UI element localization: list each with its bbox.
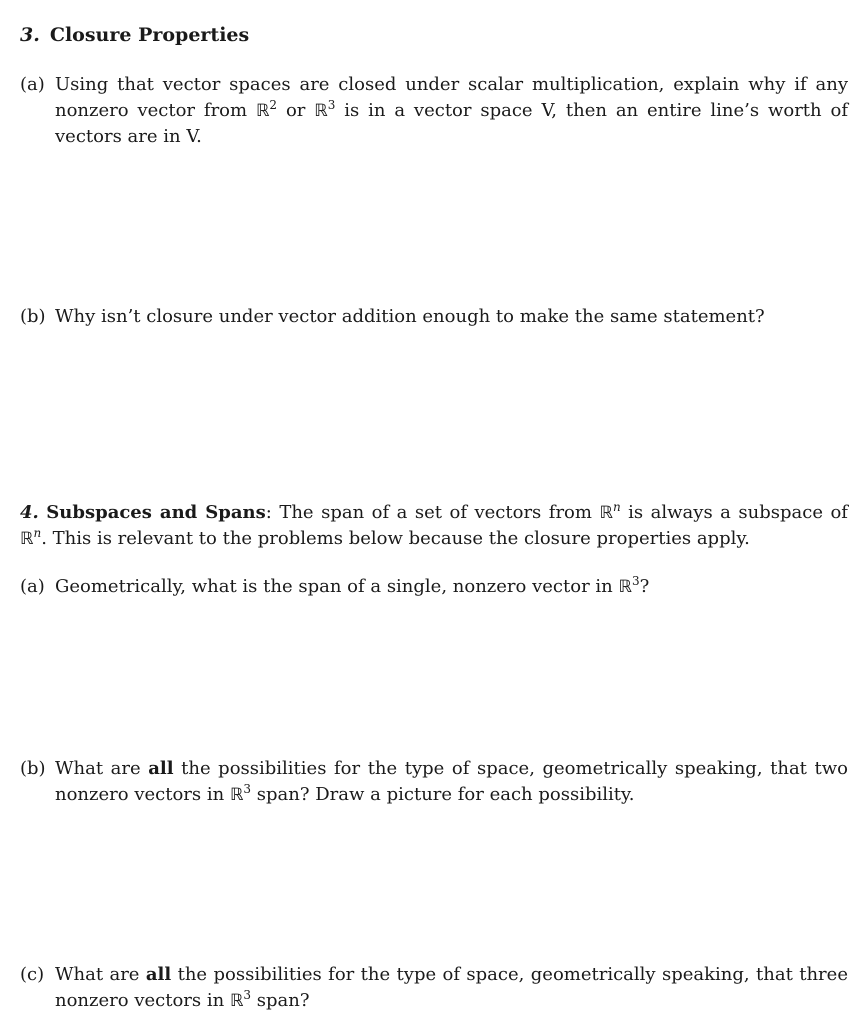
section-4-number: 4. xyxy=(20,502,39,523)
exponent: n xyxy=(33,526,42,540)
question-4b xyxy=(20,756,848,808)
real-numbers-symbol: ℝ xyxy=(599,503,613,523)
exponent: 3 xyxy=(243,782,252,796)
question-3a-label: (a) xyxy=(20,74,45,95)
question-3b-line-1: Why isn’t closure under vector addition enough to make the same statement? xyxy=(55,306,765,327)
question-4c xyxy=(20,962,848,1014)
exponent: 3 xyxy=(243,988,252,1002)
exponent: n xyxy=(612,500,621,514)
exponent: 3 xyxy=(327,98,336,112)
question-4b-label: (b) xyxy=(20,758,46,779)
question-3b xyxy=(20,304,848,330)
real-numbers-symbol: ℝ xyxy=(229,785,244,805)
real-numbers-symbol: ℝ xyxy=(618,577,632,597)
real-numbers-symbol: ℝ xyxy=(314,101,328,121)
question-4c-line-2: nonzero vectors in ℝ$^3$ span? xyxy=(55,988,310,1011)
section-3-title: Closure Properties xyxy=(49,24,250,46)
emphasis-all: all xyxy=(148,758,174,779)
question-4c-line-1: What are all the possibilities for the type of space, geometrically speaking, that three xyxy=(55,964,848,985)
question-4c-label: (c) xyxy=(20,964,45,985)
question-3a-line-1: Using that vector spaces are closed under scalar multiplication, explain why if any xyxy=(55,74,848,95)
section-3-number: 3. xyxy=(20,24,40,46)
question-4a-line-1: Geometrically, what is the span of a single, nonzero vector in ℝ$^3$? xyxy=(55,574,650,597)
real-numbers-symbol: ℝ xyxy=(229,991,244,1011)
real-numbers-symbol: ℝ xyxy=(255,101,270,121)
question-4a-label: (a) xyxy=(20,576,45,597)
question-4b-line-2: nonzero vectors in ℝ$^3$ span? Draw a picture for each possibility. xyxy=(55,782,635,805)
section-3-heading xyxy=(20,24,249,46)
real-numbers-symbol: ℝ xyxy=(20,529,34,549)
section-4-intro-line-2: ℝ$^n$. This is relevant to the problems below because the closure properties apply. xyxy=(20,526,750,549)
question-4a xyxy=(20,574,848,600)
emphasis-all: all xyxy=(145,964,172,985)
section-4-intro-line-1: 4. Subspaces and Spans: The span of a set of vectors from ℝ$^n$ is always a subspace of xyxy=(20,500,848,523)
question-3b-label: (b) xyxy=(20,306,46,327)
question-3a-line-2: nonzero vector from ℝ$^2$ or ℝ$^3$ is in a vector space V, then an entire line’s worth of xyxy=(55,98,848,121)
question-4b-line-1: What are all the possibilities for the type of space, geometrically speaking, that two xyxy=(55,758,848,779)
section-4-title: Subspaces and Spans xyxy=(46,502,266,523)
question-3a-line-3: vectors are in V. xyxy=(55,126,202,147)
exponent: 2 xyxy=(269,98,278,112)
exponent: 3 xyxy=(631,574,640,588)
section-4-intro xyxy=(20,500,848,552)
question-3a xyxy=(20,72,848,150)
